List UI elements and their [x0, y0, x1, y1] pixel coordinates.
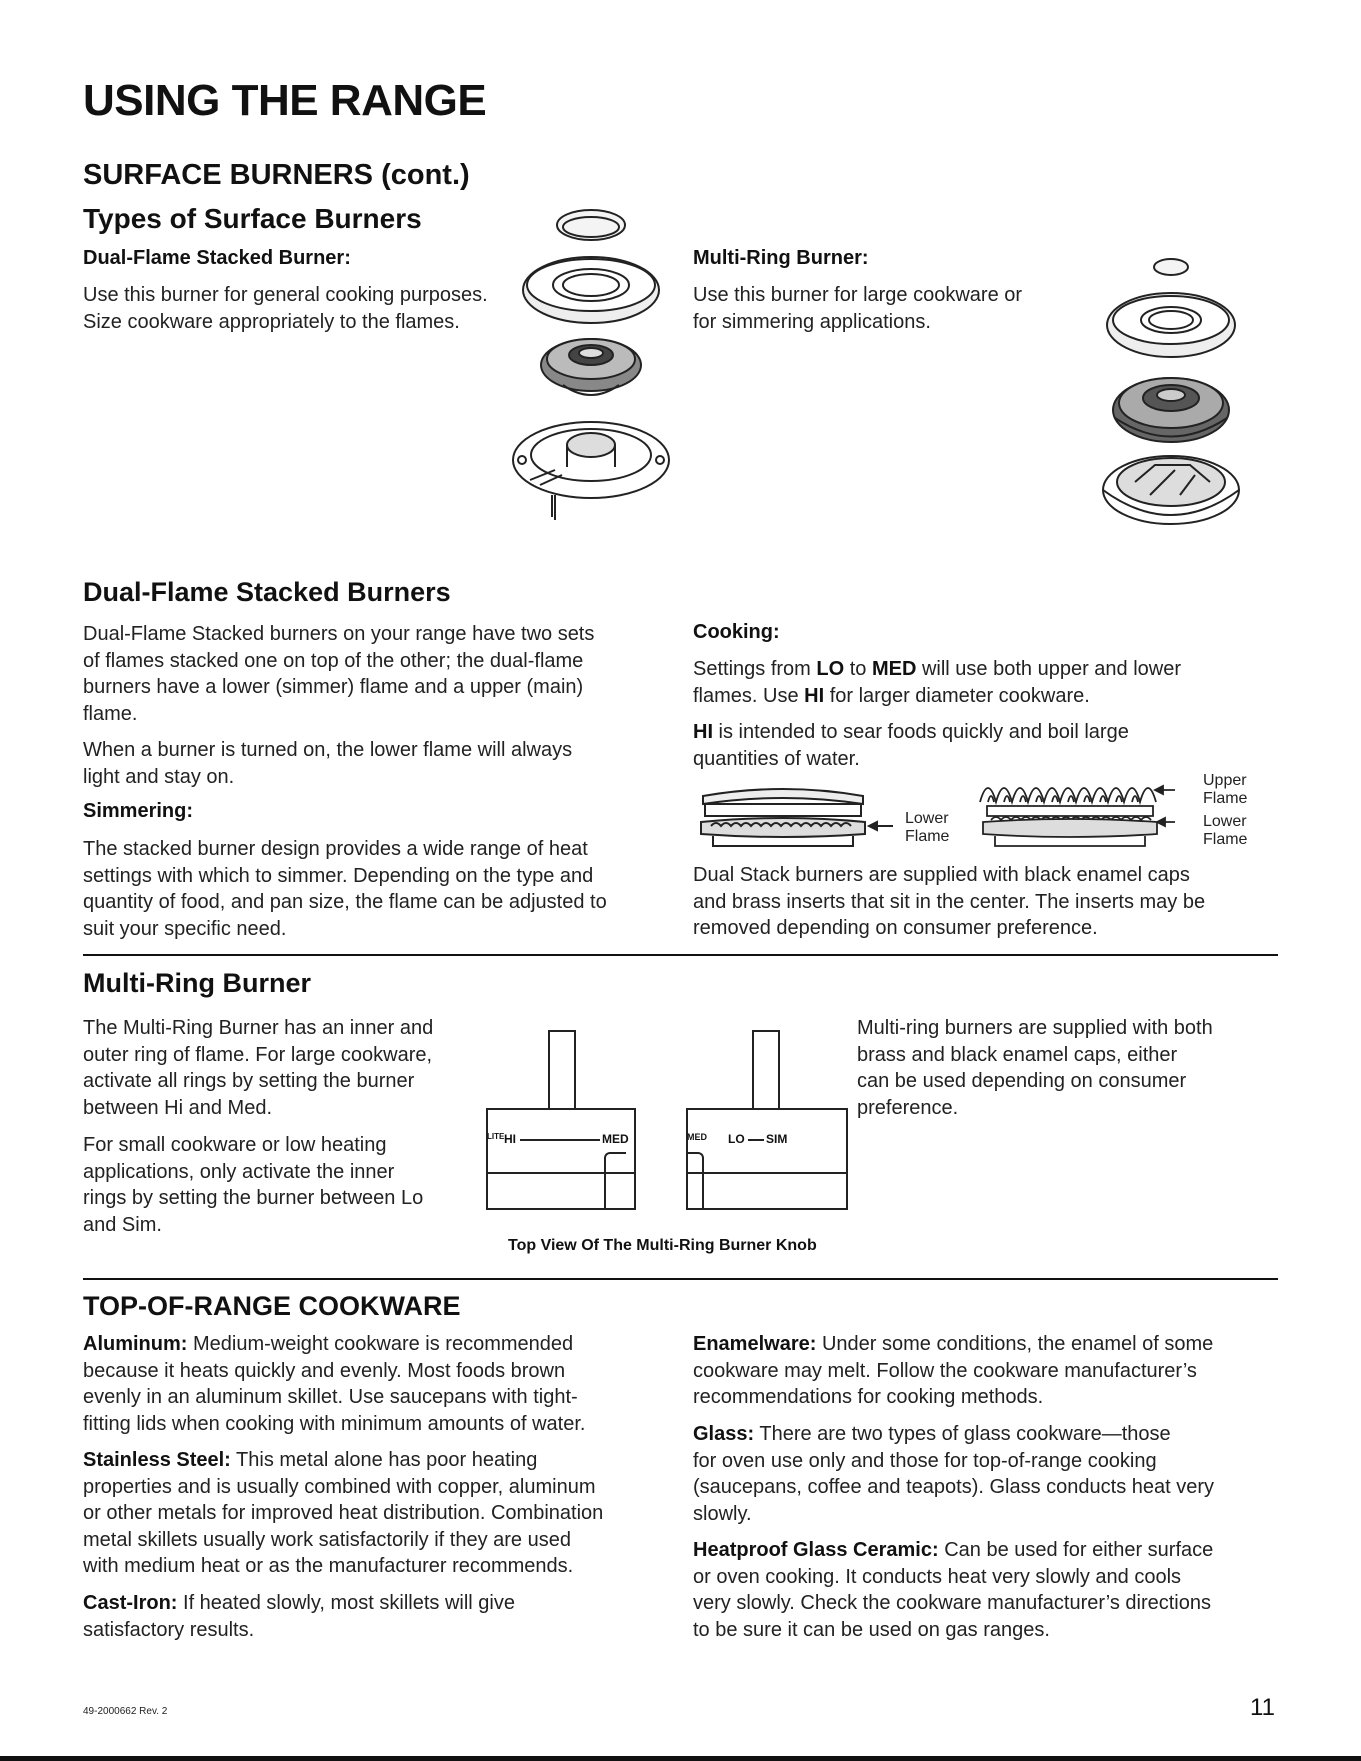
para-line: (saucepans, coffee and teapots). Glass conducts heat very [693, 1476, 1215, 1498]
para-line: outer ring of flame. For large cookware, [83, 1043, 433, 1066]
para-line: cookware may melt. Follow the cookware manufacturer’s [693, 1359, 1197, 1382]
text: will use both upper and lower [916, 658, 1182, 680]
bold-text: HI [804, 684, 825, 707]
para-line: quantity of food, and pan size, the flame can be adjusted to [83, 891, 607, 913]
text: This metal alone has poor heating [230, 1449, 538, 1471]
para-line: burners have a lower (simmer) flame and a upper (main) [83, 676, 584, 698]
lower-flame-illustration [693, 774, 913, 856]
para-line: For small cookware or low heating [83, 1134, 387, 1156]
para-line: of flames stacked one on top of the other; the dual-flame [83, 649, 584, 672]
dual-flame-para2 [83, 737, 572, 790]
para-line: to be sure it can be used on gas ranges. [693, 1618, 1050, 1641]
knob-lo-sim [686, 1030, 848, 1210]
text: If heated slowly, most skillets will give [177, 1592, 515, 1614]
bold-text: MED [871, 658, 917, 680]
label-line: Lower [905, 810, 949, 827]
simmering-para [83, 836, 607, 942]
stainless-para [83, 1447, 603, 1580]
knob-caption: Top View Of The Multi-Ring Burner Knob [508, 1237, 817, 1254]
knob-range-line [748, 1139, 764, 1141]
upper-flame-label [1203, 772, 1247, 808]
simmering-title: Simmering: [83, 800, 194, 822]
term: Aluminum: [83, 1333, 188, 1355]
para-line: satisfactory results. [83, 1618, 255, 1641]
para-line: settings with which to simmer. Depending on the type and [83, 864, 594, 887]
text: is intended to sear foods quickly and boil large [713, 721, 1129, 743]
bold-text: LO [816, 658, 845, 680]
knob-stem [752, 1030, 780, 1108]
term: Cast-Iron: [83, 1592, 178, 1614]
types-heading: Types of Surface Burners [83, 203, 422, 234]
para-line [693, 719, 1129, 746]
dual-flame-heading: Dual-Flame Stacked Burners [83, 577, 451, 607]
ceramic-para [693, 1537, 1213, 1643]
term: Stainless Steel: [83, 1449, 231, 1471]
knob-med-label: MED [687, 1132, 707, 1142]
label-line: Flame [905, 828, 950, 845]
para-line [693, 656, 1181, 683]
multi-ring-heading: Multi-Ring Burner [83, 968, 311, 998]
para-line: When a burner is turned on, the lower flame will always [83, 739, 573, 761]
para-line: rings by setting the burner between Lo [83, 1187, 424, 1209]
cooking-para2 [693, 719, 1129, 772]
para-line: very slowly. Check the cookware manufacturer’s directions [693, 1592, 1211, 1614]
section-divider [83, 954, 1278, 956]
section-title: SURFACE BURNERS (cont.) [83, 159, 470, 191]
text: to [844, 658, 872, 680]
knob-hi-label: HI [504, 1132, 516, 1146]
multi-burner-line: Use this burner for large cookware or [693, 284, 1023, 306]
section-divider [83, 1278, 1278, 1280]
para-line: properties and is usually combined with copper, aluminum [83, 1475, 596, 1498]
bottom-border [0, 1756, 1361, 1761]
para-line: can be used depending on consumer [857, 1070, 1187, 1092]
knob-med-label: MED [602, 1132, 629, 1146]
knob-divider [486, 1172, 636, 1174]
para-line: Dual-Flame Stacked burners on your range have two sets [83, 623, 595, 645]
para-line: metal skillets usually work satisfactorily if they are used [83, 1528, 571, 1551]
para-line: for oven use only and those for top-of-range cooking [693, 1449, 1157, 1472]
multi-ring-para1 [83, 1015, 433, 1121]
label-line: Flame [1203, 790, 1248, 807]
multi-burner-line: for simmering applications. [693, 310, 931, 333]
dual-flame-para1 [83, 621, 594, 727]
para-line: fitting lids when cooking with minimum amounts of water. [83, 1412, 586, 1435]
label-line: Flame [1203, 831, 1248, 848]
knob-hi-med [486, 1030, 636, 1210]
cookware-heading: TOP-OF-RANGE COOKWARE [83, 1291, 461, 1321]
para-line [83, 1447, 603, 1474]
dual-burner-line: Use this burner for general cooking purposes. [83, 284, 488, 306]
label-line: Upper [1203, 772, 1247, 789]
text: Settings from [693, 658, 817, 680]
dual-burner-line: Size cookware appropriately to the flames. [83, 310, 460, 333]
para-line: Dual Stack burners are supplied with black enamel caps [693, 864, 1190, 886]
text: flames. Use [693, 684, 805, 707]
para-line: activate all rings by setting the burner [83, 1070, 415, 1092]
para-line: or other metals for improved heat distribution. Combination [83, 1502, 604, 1524]
text: There are two types of glass cookware—those [754, 1423, 1171, 1445]
multi-ring-para2 [83, 1132, 423, 1238]
term: Enamelware: [693, 1333, 817, 1355]
aluminum-para [83, 1331, 585, 1437]
glass-para [693, 1421, 1214, 1527]
para-line: Multi-ring burners are supplied with both [857, 1017, 1213, 1039]
dual-flame-burner-illustration [500, 205, 675, 540]
para-line: and brass inserts that sit in the center. The inserts may be [693, 890, 1206, 913]
page-title: USING THE RANGE [83, 76, 487, 125]
page-number: 11 [1250, 1694, 1275, 1721]
knob-ridge [686, 1152, 704, 1210]
para-line: quantities of water. [693, 747, 860, 770]
para-line: removed depending on consumer preference. [693, 917, 1098, 939]
knob-stem [548, 1030, 576, 1110]
label-line: Lower [1203, 813, 1247, 830]
para-line [83, 1590, 515, 1617]
para-line: light and stay on. [83, 765, 235, 788]
para-line: with medium heat or as the manufacturer recommends. [83, 1555, 574, 1577]
lower-flame-label-2 [1203, 813, 1247, 849]
para-line: preference. [857, 1096, 959, 1119]
document-code: 49-2000662 Rev. 2 [83, 1706, 168, 1717]
para-line: because it heats quickly and evenly. Most foods brown [83, 1359, 566, 1382]
para-line: The Multi-Ring Burner has an inner and [83, 1017, 434, 1039]
para-line: and Sim. [83, 1213, 162, 1236]
enamelware-para [693, 1331, 1213, 1411]
lower-flame-label [905, 810, 949, 846]
text: Can be used for either surface [938, 1539, 1214, 1561]
castiron-para [83, 1590, 515, 1643]
knob-sim-label: SIM [766, 1132, 788, 1146]
knob-range-line [520, 1139, 600, 1141]
para-line: or oven cooking. It conducts heat very slowly and cools [693, 1565, 1182, 1588]
para-line: applications, only activate the inner [83, 1160, 395, 1183]
text: Medium-weight cookware is recommended [187, 1333, 574, 1355]
knob-body [686, 1110, 848, 1210]
multi-burner-desc [693, 282, 1022, 335]
para-line [693, 683, 1181, 710]
para-line: suit your specific need. [83, 917, 287, 940]
dual-burner-desc [83, 282, 488, 335]
para-line [693, 1537, 1213, 1564]
para-line [83, 1331, 585, 1358]
multi-ring-burner-illustration [1095, 250, 1255, 535]
para-line: between Hi and Med. [83, 1096, 273, 1119]
knob-lo-label: LO [728, 1132, 745, 1146]
upper-flame-illustration [975, 772, 1200, 858]
knob-ridge [604, 1152, 626, 1210]
para-line: flame. [83, 702, 138, 725]
para-line [693, 1331, 1213, 1358]
para-line [693, 1421, 1214, 1448]
para-line: recommendations for cooking methods. [693, 1386, 1044, 1408]
caps-para [693, 862, 1205, 942]
para-line: slowly. [693, 1502, 752, 1525]
para-line: The stacked burner design provides a wide range of heat [83, 838, 588, 860]
knob-divider [686, 1172, 848, 1174]
text: for larger diameter cookware. [824, 684, 1090, 707]
bold-text: HI [693, 721, 713, 743]
knob-lite-label: LITE [487, 1132, 505, 1141]
text: Under some conditions, the enamel of some [816, 1333, 1214, 1355]
para-line: evenly in an aluminum skillet. Use saucepans with tight- [83, 1386, 578, 1408]
multi-burner-title: Multi-Ring Burner: [693, 247, 869, 269]
cooking-title: Cooking: [693, 621, 780, 643]
cooking-para1 [693, 656, 1181, 709]
dual-burner-title: Dual-Flame Stacked Burner: [83, 247, 351, 269]
term: Glass: [693, 1423, 755, 1445]
term: Heatproof Glass Ceramic: [693, 1539, 939, 1561]
para-line: brass and black enamel caps, either [857, 1043, 1178, 1066]
multi-ring-right-para [857, 1015, 1213, 1121]
